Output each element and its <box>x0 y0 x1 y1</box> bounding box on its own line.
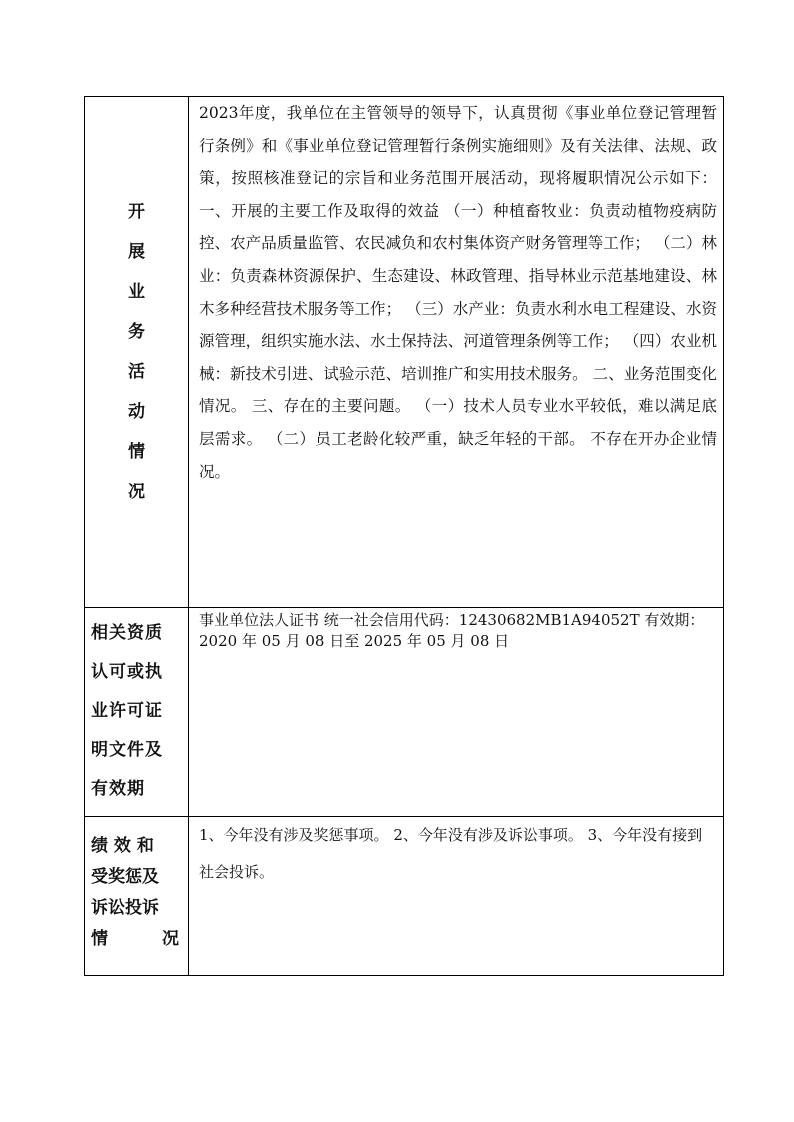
awards-label-line: 诉讼投诉 <box>91 898 159 918</box>
awards-row <box>85 817 724 976</box>
awards-label <box>85 817 188 955</box>
activities-label-char: 开 <box>128 202 145 222</box>
license-label-line: 有效期 <box>91 779 145 799</box>
activities-label-char: 展 <box>128 242 145 262</box>
activities-label <box>85 97 188 512</box>
activities-label-char: 况 <box>128 482 145 502</box>
awards-label-line <box>91 924 179 955</box>
activities-label-char: 动 <box>128 402 145 422</box>
awards-label-char: 况 <box>162 929 179 949</box>
activities-label-cell <box>85 97 189 608</box>
awards-text: 1、今年没有涉及奖惩事项。 2、今年没有涉及诉讼事项。 3、今年没有接到社会投诉。 <box>199 826 703 881</box>
activities-label-char: 活 <box>128 362 145 382</box>
awards-label-cell <box>85 817 189 976</box>
license-text: 事业单位法人证书 统一社会信用代码：12430682MB1A94052T 有效期：2020 年 05 月 08 日至 2025 年 05 月 08 日 <box>199 611 705 650</box>
activities-row <box>85 97 724 608</box>
license-label <box>85 608 188 809</box>
awards-label-line: 受奖惩及 <box>91 867 159 887</box>
activities-label-char: 情 <box>128 442 145 462</box>
awards-label-line: 绩 效 和 <box>91 836 154 856</box>
license-label-line: 认可或执 <box>91 662 163 682</box>
awards-content-cell <box>189 817 724 976</box>
activities-text: 2023年度，我单位在主管领导的领导下，认真贯彻《事业单位登记管理暂行条例》和《事业单位登记管理暂行条例实施细则》及有关法律、法规、政策，按照核准登记的宗旨和业务范围开展活动，现将履职情况公示如下： 一、开展的主要工作及取得的效益 （一）种植畜牧业：负责动植物疫病防控、农产品质量监管、农民减负和农村集体资产财务管理等工作； （二）林业：负责森林资源保护、生态建设、林政管理、指导林业示范基地建设、林木多种经营技术服务等工作； （三）水产业：负责水利水电工程建设、水资源管理，组织实施水法、水土保持法、河道管理条例等工作； （四）农业机械：新技术引进、试验示范、培训推广和实用技术服务。 二、业务范围变化情况。 三、存在的主要问题。 （一）技术人员专业水平较低，难以满足底层需求。 （二）员工老龄化较严重，缺乏年轻的干部。 不存在开办企业情况。 <box>199 104 717 481</box>
activities-content-cell <box>189 97 724 608</box>
license-label-cell <box>85 608 189 817</box>
activities-label-char: 业 <box>128 282 145 302</box>
license-label-line: 相关资质 <box>91 623 163 643</box>
activities-label-char: 务 <box>128 322 145 342</box>
license-label-line: 业许可证 <box>91 701 163 721</box>
license-row <box>85 608 724 817</box>
awards-label-char: 情 <box>91 929 108 949</box>
annual-report-table <box>84 96 724 976</box>
license-content-cell <box>189 608 724 817</box>
license-label-line: 明文件及 <box>91 740 163 760</box>
